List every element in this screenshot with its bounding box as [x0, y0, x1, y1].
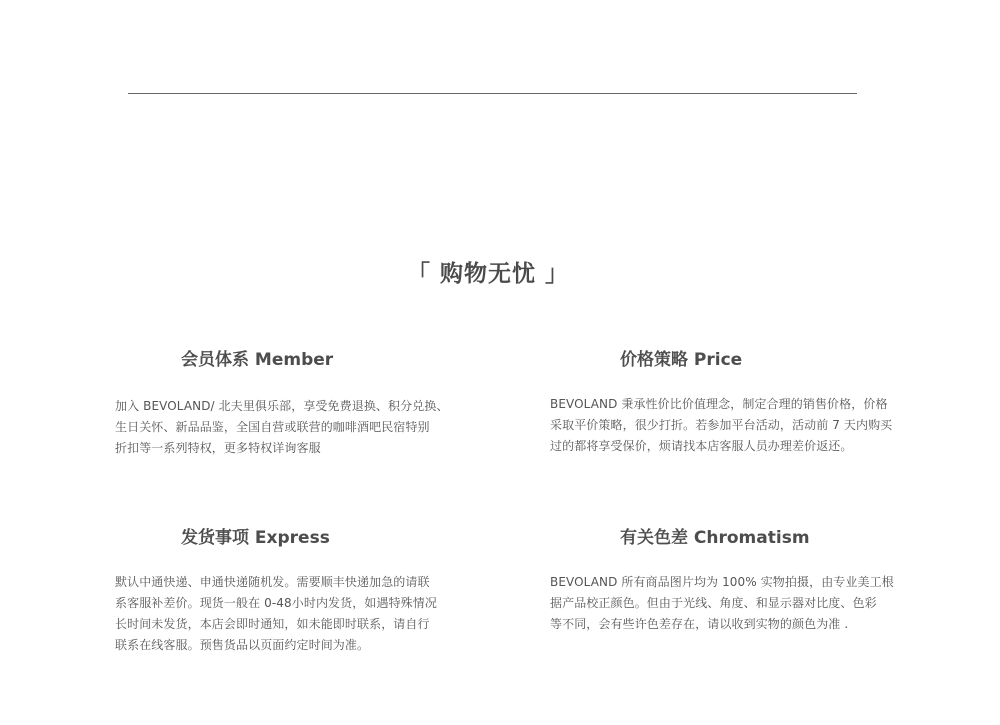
- price-line: 过的都将享受保价，烦请找本店客服人员办理差价返还。: [550, 439, 853, 453]
- express-line: 默认中通快递、申通快递随机发。需要顺丰快递加急的请联: [115, 575, 430, 589]
- price-line: BEVOLAND 秉承性价比价值理念，制定合理的销售价格，价格: [550, 397, 888, 411]
- member-line: 加入 BEVOLAND/ 北夫里俱乐部，享受免费退换、积分兑换、: [115, 399, 449, 413]
- chromatism-line: 据产品校正颜色。但由于光线、角度、和显示器对比度、色彩: [550, 596, 877, 610]
- express-line: 系客服补差价。现货一般在 0-48小时内发货，如遇特殊情况: [115, 596, 437, 610]
- chromatism-description: [550, 572, 910, 635]
- price-description: [550, 394, 910, 457]
- top-divider: [128, 93, 857, 94]
- express-line: 长时间未发货，本店会即时通知，如未能即时联系，请自行: [115, 617, 430, 631]
- express-description: [115, 572, 465, 656]
- member-title: 会员体系 Member: [181, 350, 334, 370]
- member-description: [115, 396, 465, 459]
- price-line: 采取平价策略，很少打折。若参加平台活动，活动前 7 天内购买: [550, 418, 893, 432]
- member-line: 折扣等一系列特权，更多特权详询客服: [115, 441, 321, 455]
- member-line: 生日关怀、新品品鉴，全国自营或联营的咖啡酒吧民宿特别: [115, 420, 430, 434]
- chromatism-line: BEVOLAND 所有商品图片均为 100% 实物拍摄，由专业美工根: [550, 575, 894, 589]
- page-title: 「 购物无忧 」: [406, 261, 569, 287]
- express-line: 联系在线客服。预售货品以页面约定时间为准。: [115, 638, 370, 652]
- price-title: 价格策略 Price: [620, 350, 743, 370]
- chromatism-title: 有关色差 Chromatism: [620, 528, 810, 548]
- chromatism-line: 等不同，会有些许色差存在，请以收到实物的颜色为准 .: [550, 617, 849, 631]
- express-title: 发货事项 Express: [181, 528, 330, 548]
